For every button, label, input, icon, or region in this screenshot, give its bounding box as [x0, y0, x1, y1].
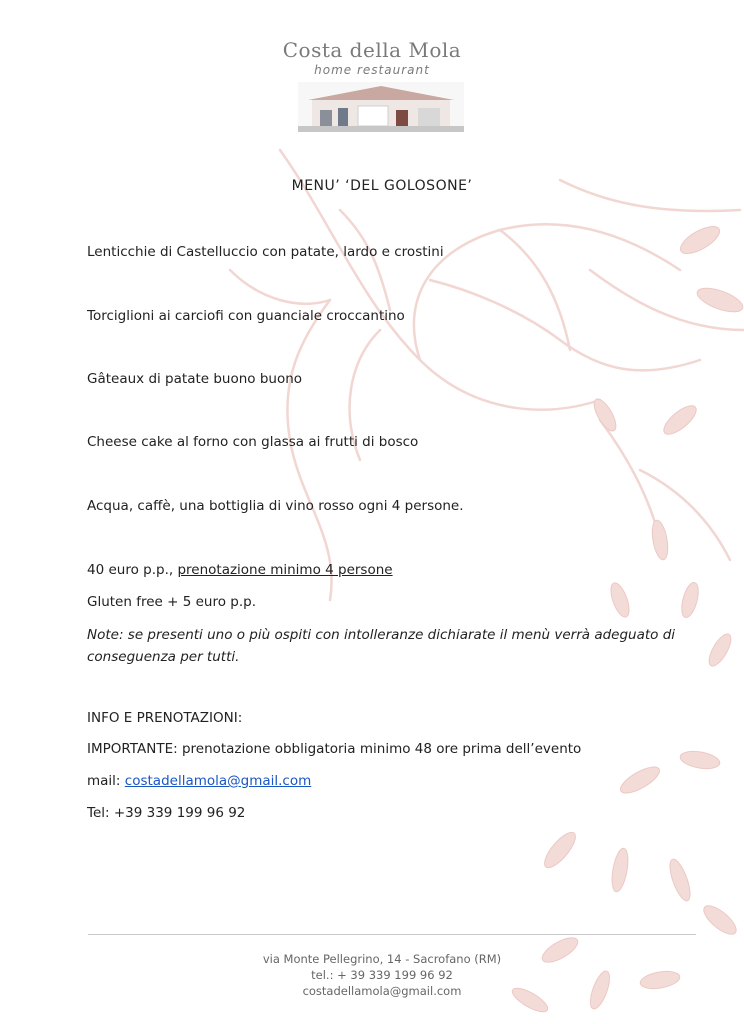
gluten-free-line: Gluten free + 5 euro p.p. [87, 594, 256, 610]
price-line [87, 562, 393, 578]
course-1: Lenticchie di Castelluccio con patate, lardo e crostini [87, 244, 444, 260]
restaurant-building-illustration [298, 82, 464, 132]
mail-line [87, 773, 311, 789]
course-3: Gâteaux di patate buono buono [87, 371, 303, 387]
footer-divider [88, 934, 696, 935]
mail-label: mail: [87, 773, 121, 789]
min-booking-text: prenotazione minimo 4 persone [177, 562, 393, 578]
info-heading: INFO E PRENOTAZIONI: [87, 710, 243, 726]
mail-link[interactable]: costadellamola@gmail.com [124, 773, 312, 789]
menu-title: MENU’ ‘DEL GOLOSONE’ [291, 178, 473, 194]
course-2: Torciglioni ai carciofi con guanciale croccantino [87, 308, 405, 324]
intolerance-note: Note: se presenti uno o più ospiti con intolleranze dichiarate il menù verrà adeguato di conseguenza per tutti. [87, 627, 676, 665]
footer-phone: tel.: + 39 339 199 96 92 [311, 968, 453, 982]
important-notice: IMPORTANTE: prenotazione obbligatoria minimo 48 ore prima dell’evento [87, 741, 582, 757]
footer-address: via Monte Pellegrino, 14 - Sacrofano (RM) [262, 952, 502, 966]
phone-line: Tel: +39 339 199 96 92 [87, 805, 246, 821]
brand-title: Costa della Mola [282, 38, 462, 62]
drinks-line: Acqua, caffè, una bottiglia di vino rosso ogni 4 persone. [87, 498, 464, 514]
footer-email: costadellamola@gmail.com [302, 984, 462, 998]
course-4: Cheese cake al forno con glassa ai frutti di bosco [87, 434, 419, 450]
price-text: 40 euro p.p., [87, 562, 174, 578]
brand-subtitle: home restaurant [314, 63, 430, 77]
